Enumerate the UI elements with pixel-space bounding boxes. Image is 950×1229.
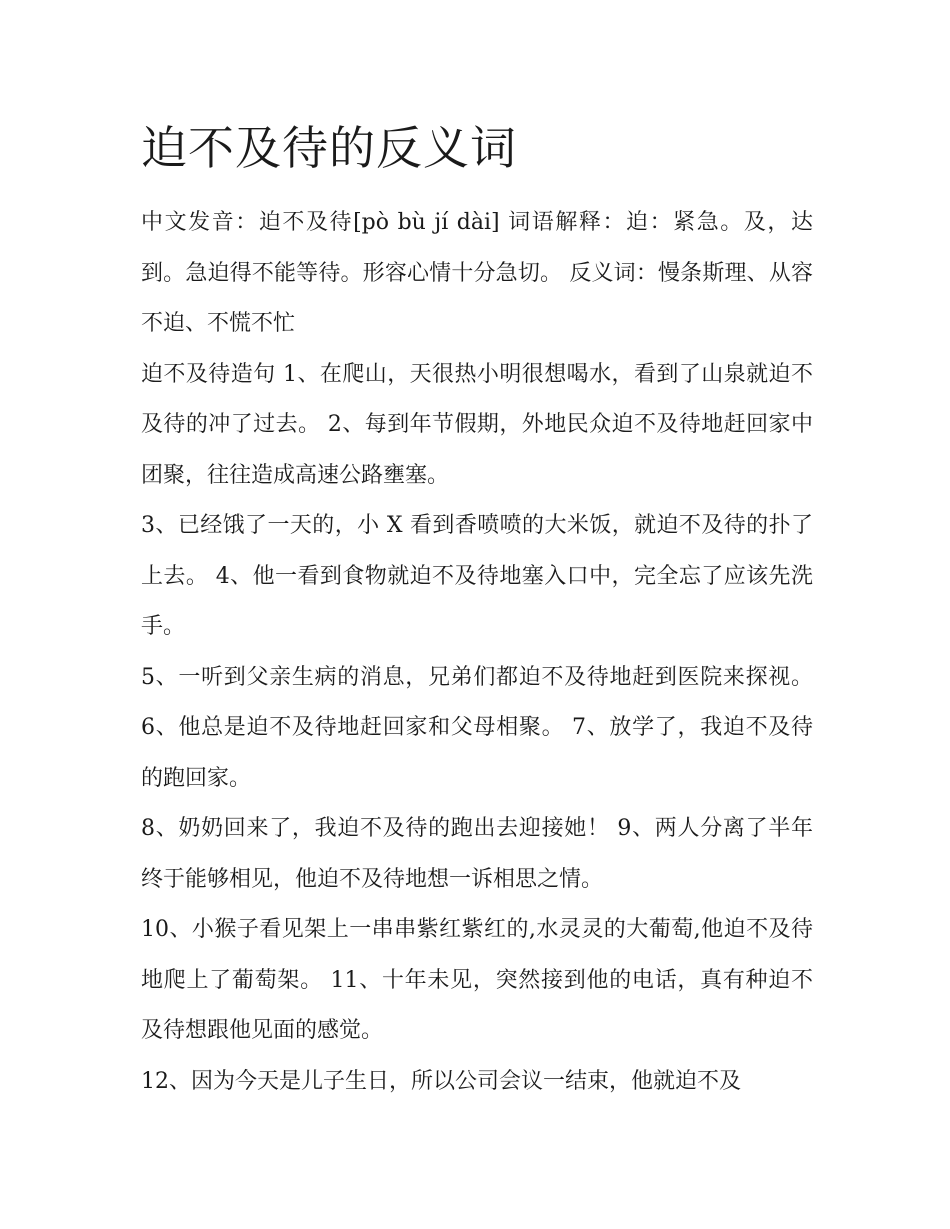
paragraph-examples-5-7: 5、一听到父亲生病的消息，兄弟们都迫不及待地赶到医院来探视。 6、他总是迫不及待地赶回家和父母相聚。 7、放学了，我迫不及待的跑回家。 (141, 664, 813, 791)
paragraph-examples-3-4: 3、已经饿了一天的，小 X 看到香喷喷的大米饭，就迫不及待的扑了上去。 4、他一看到食物就迫不及待地塞入口中，完全忘了应该先洗手。 (141, 513, 813, 639)
paragraph-example-12: 12、因为今天是儿子生日，所以公司会议一结束，他就迫不及 (141, 1068, 741, 1094)
paragraph-examples-10-11: 10、小猴子看见架上一串串紫红紫红的,水灵灵的大葡萄,他迫不及待地爬上了葡萄架。 11、十年未见，突然接到他的电话，真有种迫不及待想跟他见面的感觉。 (141, 917, 813, 1043)
paragraph-definition: 中文发音：迫不及待[pò bù jí dài] 词语解释：迫：紧急。及，达到。急迫得不能等待。形容心情十分急切。 反义词：慢条斯理、从容不迫、不慌不忙 (141, 210, 813, 336)
document-page (141, 118, 813, 1107)
document-title: 迫不及待的反义词 (141, 121, 517, 175)
paragraph-examples-1-2: 迫不及待造句 1、在爬山，天很热小明很想喝水，看到了山泉就迫不及待的冲了过去。 2、每到年节假期，外地民众迫不及待地赶回家中团聚，往往造成高速公路壅塞。 (141, 361, 813, 488)
paragraph-examples-8-9: 8、奶奶回来了，我迫不及待的跑出去迎接她！ 9、两人分离了半年终于能够相见，他迫不及待地想一诉相思之情。 (141, 816, 813, 892)
